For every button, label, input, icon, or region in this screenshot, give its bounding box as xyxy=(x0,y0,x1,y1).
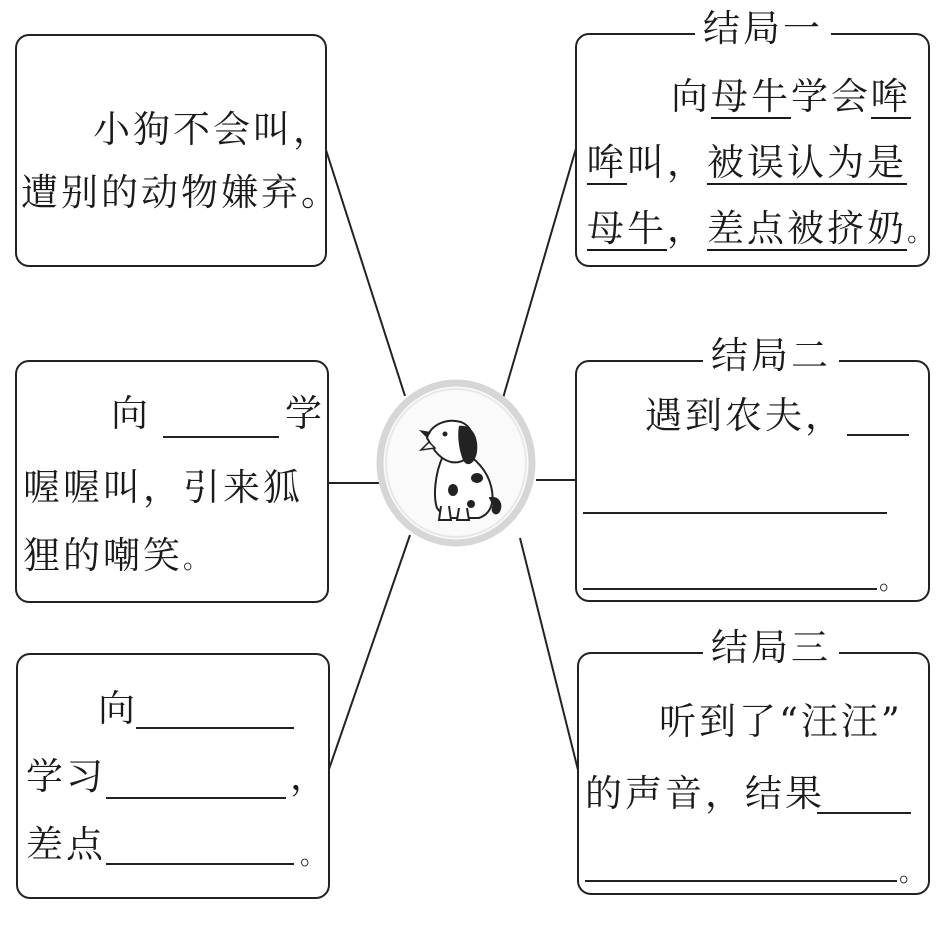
left-box-2-line2: 喔喔叫，引来狐 xyxy=(23,466,303,509)
center-puppy-circle xyxy=(375,378,537,548)
rb1-l3-end: 。 xyxy=(907,218,937,248)
right-box-2-blank-1[interactable] xyxy=(847,434,909,436)
connector-bottom-left xyxy=(328,535,410,772)
barking-puppy-icon xyxy=(375,378,537,548)
rb1-l3-u2: 差点被挤奶 xyxy=(707,207,907,250)
right-box-2-blank-2[interactable] xyxy=(583,512,887,514)
left-box-2-prefix: 向 xyxy=(111,392,151,435)
left-box-1 xyxy=(15,34,341,267)
left-box-3-period: 。 xyxy=(300,841,330,871)
left-box-3-blank-2[interactable] xyxy=(106,797,286,799)
left-box-1-line1: 小狗不会叫， xyxy=(93,108,333,151)
left-box-3-blank-1[interactable] xyxy=(136,727,294,729)
rb1-l1-u1: 母牛 xyxy=(711,75,791,118)
rb1-l2-u2: 被误认为是 xyxy=(707,141,907,184)
rb1-l3-u1: 母牛 xyxy=(587,207,667,250)
left-box-2 xyxy=(15,360,329,603)
left-box-2-line3-text: 狸的嘲笑 xyxy=(23,534,183,577)
rb1-l3-mid: ， xyxy=(667,207,707,250)
right-box-3-period: 。 xyxy=(899,858,929,888)
left-box-3-line3-prefix: 差点 xyxy=(26,823,106,866)
left-box-3-line2-prefix: 学习 xyxy=(26,755,106,798)
left-box-2-line1 xyxy=(111,380,151,448)
left-box-2-suffix: 学 xyxy=(285,392,325,435)
right-box-1 xyxy=(575,7,937,267)
right-box-3-blank-2[interactable] xyxy=(585,880,897,882)
left-box-2-line3 xyxy=(23,522,212,590)
connector-bottom-right xyxy=(520,538,578,770)
rb1-l2-u1: 哞 xyxy=(587,141,627,184)
right-box-3-blank-1[interactable] xyxy=(817,812,911,814)
rb1-l2-mid: 叫， xyxy=(627,141,707,184)
connector-top-right xyxy=(503,145,577,398)
right-box-1-line2 xyxy=(587,129,907,197)
right-box-2 xyxy=(575,334,930,602)
right-box-3-title: 结局三 xyxy=(703,622,839,674)
right-box-3-line1: 听到了“汪汪” xyxy=(659,700,903,743)
right-box-2-line1: 遇到农夫， xyxy=(645,394,845,437)
right-box-2-period: 。 xyxy=(879,566,909,596)
right-box-2-title: 结局二 xyxy=(703,330,839,382)
rb1-l1-mid: 学会 xyxy=(791,75,871,118)
right-box-1-line1 xyxy=(671,63,911,131)
left-box-3-prefix: 向 xyxy=(98,687,138,730)
right-box-1-title: 结局一 xyxy=(695,3,831,55)
rb1-l1-pre: 向 xyxy=(671,75,711,118)
left-box-2-blank-1[interactable] xyxy=(163,436,279,438)
right-box-2-blank-3[interactable] xyxy=(583,588,877,590)
left-box-1-line2: 遭别的动物嫌弃。 xyxy=(21,171,341,214)
right-box-3 xyxy=(577,626,930,895)
left-box-3-line2-comma: ， xyxy=(290,755,330,798)
left-box-3-blank-3[interactable] xyxy=(106,863,294,865)
right-box-3-line2: 的声音，结果 xyxy=(585,772,825,815)
rb1-l1-u2: 哞 xyxy=(871,75,911,118)
right-box-1-line3 xyxy=(587,195,936,263)
left-box-3 xyxy=(16,653,330,899)
left-box-2-period: 。 xyxy=(183,545,213,575)
